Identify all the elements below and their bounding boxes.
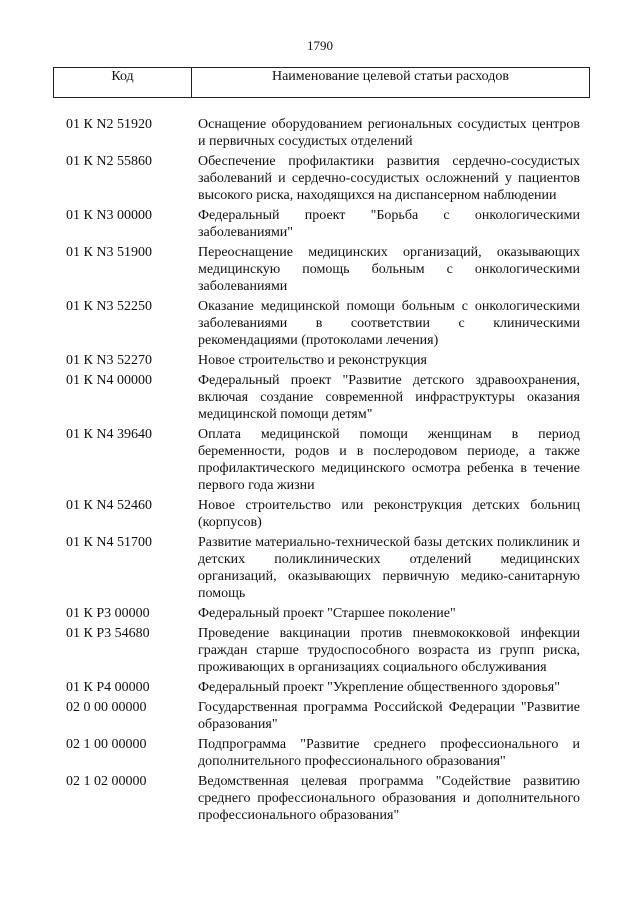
row-code: 01 К N3 51900 — [66, 245, 152, 260]
row-code: 01 К P3 00000 — [66, 606, 150, 621]
row-name: Обеспечение профилактики развития сердечно-сосудистых заболеваний и сердечно-сосудистых осложнений у пациентов высокого риска, находящихся на диспансерном наблюдении — [198, 154, 580, 203]
row-code: 01 К N4 51700 — [66, 535, 152, 550]
table-row — [0, 534, 640, 602]
table-row — [0, 736, 640, 770]
row-code: 01 К N4 00000 — [66, 373, 152, 388]
row-name: Федеральный проект "Старшее поколение" — [198, 606, 456, 621]
row-code: 01 К P4 00000 — [66, 680, 150, 695]
row-name: Ведомственная целевая программа "Содействие развитию среднего профессионального образования и дополнительного профессионального образования" — [198, 774, 580, 823]
expense-items-list — [0, 116, 640, 827]
row-code: 02 1 00 00000 — [66, 737, 147, 752]
row-name: Федеральный проект "Развитие детского здравоохранения, включая создание современной инфраструктуры оказания медицинской помощи детям" — [198, 373, 580, 422]
table-row — [0, 699, 640, 733]
row-name: Федеральный проект "Борьба с онкологическими заболеваниями" — [198, 208, 580, 240]
table-row — [0, 426, 640, 494]
row-name: Федеральный проект "Укрепление общественного здоровья" — [198, 680, 560, 695]
table-row — [0, 372, 640, 423]
table-row — [0, 625, 640, 676]
row-name: Оснащение оборудованием региональных сосудистых центров и первичных сосудистых отделений — [198, 117, 580, 149]
table-row — [0, 207, 640, 241]
header-name-label: Наименование целевой статьи расходов — [271, 69, 510, 84]
table-row — [0, 497, 640, 531]
table-row — [0, 352, 640, 369]
row-code: 01 К P3 54680 — [66, 626, 150, 641]
row-code: 01 К N3 52270 — [66, 353, 152, 368]
row-name: Переоснащение медицинских организаций, оказывающих медицинскую помощь больным с онкологическими заболеваниями — [198, 245, 580, 294]
table-row — [0, 153, 640, 204]
row-code: 02 1 02 00000 — [66, 774, 147, 789]
page-number: 1790 — [307, 38, 333, 53]
table-header — [53, 67, 590, 98]
row-name: Оказание медицинской помощи больным с онкологическими заболеваниями в соответствии с клиническими рекомендациями (протоколами лечения) — [198, 299, 580, 348]
table-row — [0, 298, 640, 349]
row-code: 01 К N2 51920 — [66, 117, 152, 132]
row-name: Оплата медицинской помощи женщинам в период беременности, родов и в послеродовом периоде, а также профилактического медицинского осмотра ребенка в течение первого года жизни — [198, 427, 580, 493]
table-row — [0, 773, 640, 824]
row-code: 01 К N3 00000 — [66, 208, 152, 223]
row-name: Государственная программа Российской Федерации "Развитие образования" — [198, 700, 580, 732]
table-row — [0, 116, 640, 150]
row-name: Новое строительство или реконструкция детских больниц (корпусов) — [198, 498, 580, 530]
table-row — [0, 679, 640, 696]
header-code-label: Код — [54, 68, 192, 97]
row-name: Развитие материально-технической базы детских поликлиник и детских поликлинических отделений медицинских организаций, оказывающих первичную медико-санитарную помощь — [198, 535, 580, 601]
row-code: 01 К N4 39640 — [66, 427, 152, 442]
row-code: 01 К N3 52250 — [66, 299, 152, 314]
row-name: Подпрограмма "Развитие среднего профессионального и дополнительного профессионального образования" — [198, 737, 580, 769]
row-code: 01 К N4 52460 — [66, 498, 152, 513]
row-name: Новое строительство и реконструкция — [198, 353, 427, 368]
table-row — [0, 605, 640, 622]
row-name: Проведение вакцинации против пневмококковой инфекции граждан старше трудоспособного возраста из групп риска, проживающих в организациях социального обслуживания — [198, 626, 580, 675]
row-code: 02 0 00 00000 — [66, 700, 147, 715]
table-row — [0, 244, 640, 295]
row-code: 01 К N2 55860 — [66, 154, 152, 169]
